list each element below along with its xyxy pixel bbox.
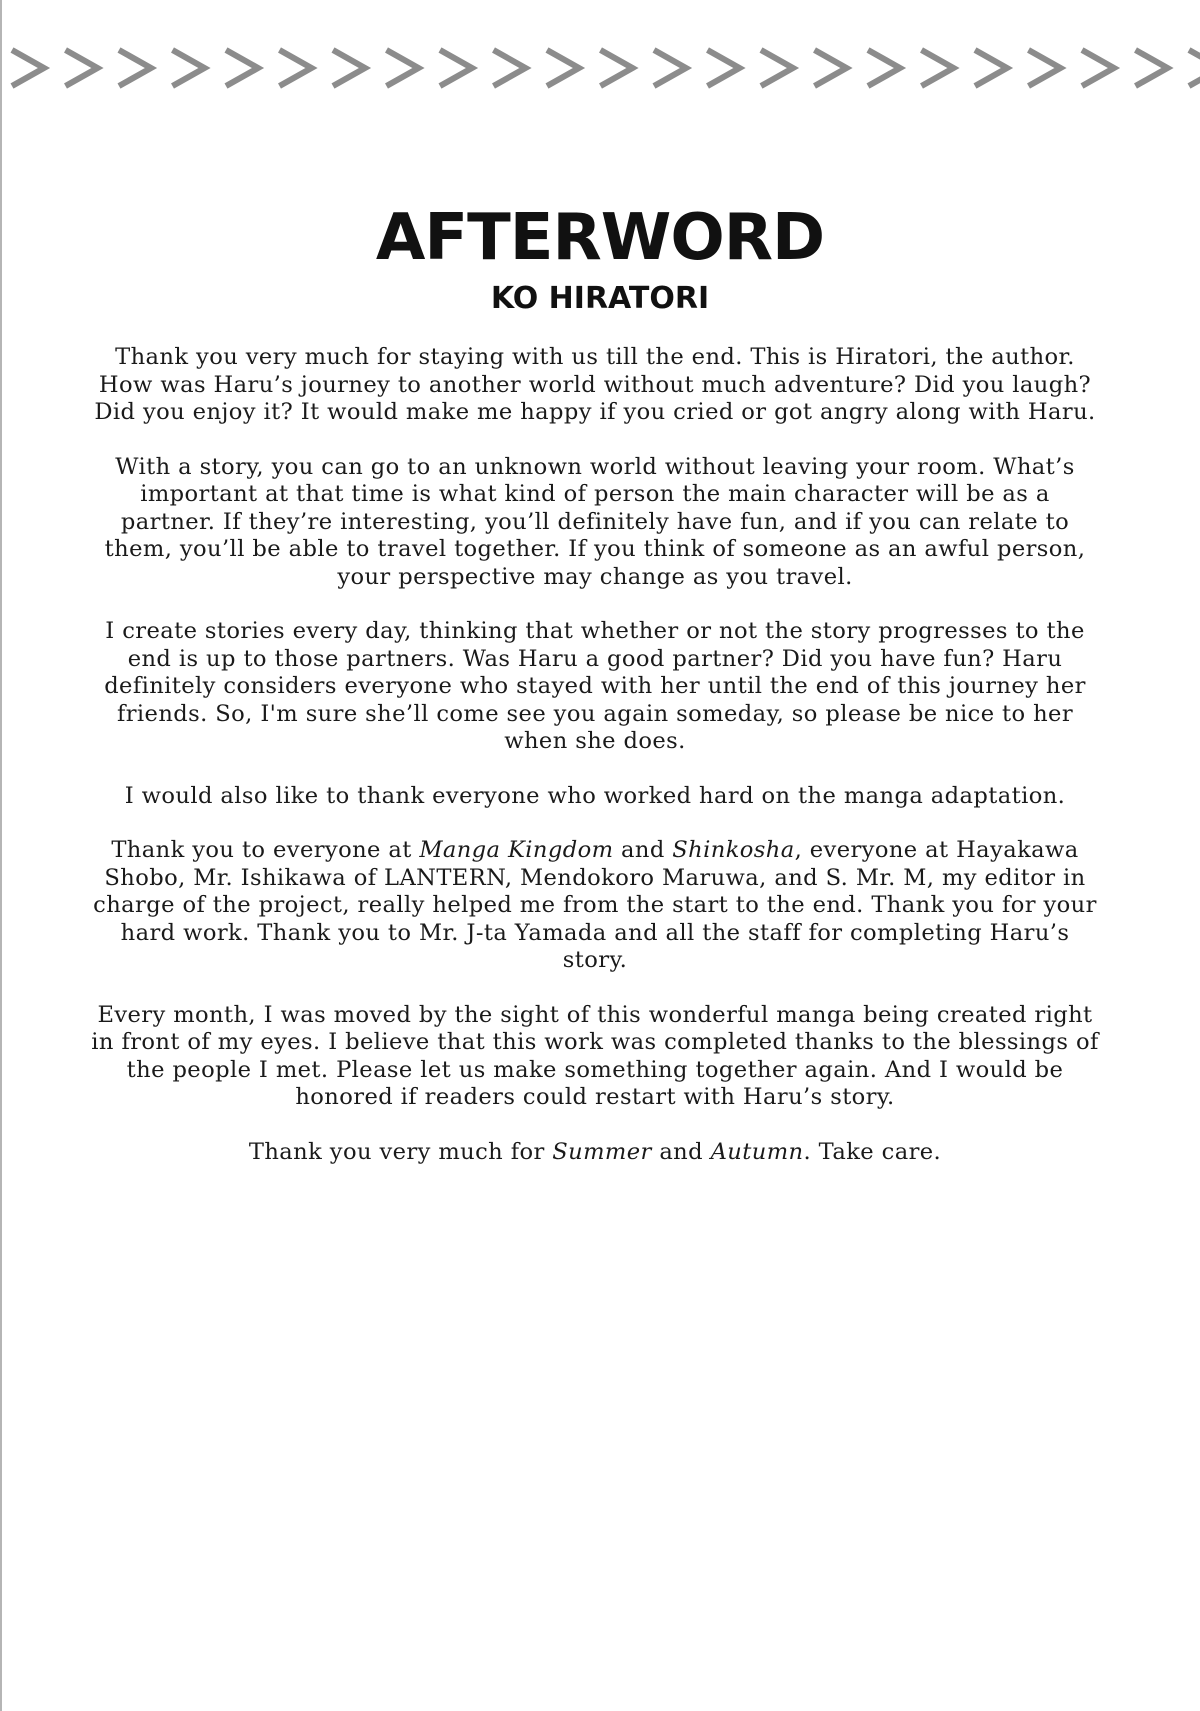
- chevron-right-icon: [601, 50, 633, 86]
- chevron-right-icon: [1082, 50, 1114, 86]
- chevron-right-icon: [761, 50, 793, 86]
- title-autumn: Autumn: [710, 1138, 804, 1165]
- title-shinkosha: Shinkosha: [672, 837, 795, 863]
- afterword-body: [90, 344, 1100, 1193]
- chevron-right-icon: [333, 50, 365, 86]
- paragraph-5-text-c: and: [613, 837, 673, 863]
- paragraph-2: With a story, you can go to an unknown world without leaving your room. What’s important at that time is what kind of person the main character will be as a partner. If they’re interesting, you’ll definitely have fun, and if you can relate to them, you’ll be able to travel together. If you think of someone as an awful person, your perspective may change as you travel.: [104, 453, 1086, 590]
- paragraph-7-text-c: and: [651, 1138, 711, 1165]
- paragraph-7-text-a: Thank you very much for: [248, 1138, 553, 1165]
- paragraph-5-text-e: , everyone at Hayakawa Shobo, Mr. Ishikawa of LANTERN, Mendokoro Maruwa, and S. Mr. M, my editor in charge of the project, really helped me from the start to the end. Thank you for your hard work. Thank you to Mr. J-ta Yamada and all the staff for completing Haru’s story.: [93, 837, 1097, 973]
- chevron-right-icon: [494, 50, 526, 86]
- chevron-right-icon: [1189, 50, 1200, 86]
- title-manga-kingdom: Manga Kingdom: [419, 837, 614, 863]
- chevron-right-icon: [975, 50, 1007, 86]
- paragraph-1: Thank you very much for staying with us till the end. This is Hiratori, the author. How was Haru’s journey to another world without much adventure? Did you laugh? Did you enjoy it? It would make me happy if you cried or got angry along with Haru.: [94, 344, 1096, 425]
- chevron-right-icon: [654, 50, 686, 86]
- paragraph-7: [90, 1139, 1100, 1167]
- chevron-right-icon: [547, 50, 579, 86]
- paragraph-6: Every month, I was moved by the sight of this wonderful manga being created right in front of my eyes. I believe that this work was completed thanks to the blessings of the people I met. Please let us make something together again. And I would be honored if readers could restart with Haru’s story.: [91, 1001, 1099, 1110]
- paragraph-4: I would also like to thank everyone who worked hard on the manga adaptation.: [124, 782, 1066, 809]
- paragraph-3: I create stories every day, thinking that whether or not the story progresses to the end is up to those partners. Was Haru a good partner? Did you have fun? Haru definitely considers everyone who stayed with her until the end of this journey her friends. So, I'm sure she’ll come see you again someday, so please be nice to her when she does.: [104, 618, 1086, 754]
- chevron-right-icon: [708, 50, 740, 86]
- chevron-border: [0, 20, 1200, 120]
- chevron-right-icon: [1136, 50, 1168, 86]
- chevron-right-icon: [440, 50, 472, 86]
- page-header: [0, 201, 1200, 316]
- paragraph-7-text-e: . Take care.: [803, 1138, 942, 1165]
- chevron-right-icon: [387, 50, 419, 86]
- page-title: AFTERWORD: [375, 201, 825, 275]
- chevron-right-icon: [173, 50, 205, 86]
- chevron-right-icon: [922, 50, 954, 86]
- chevron-right-icon: [1029, 50, 1061, 86]
- chevron-right-icon: [226, 50, 258, 86]
- chevron-right-icon: [119, 50, 151, 86]
- chevron-right-icon: [66, 50, 98, 86]
- chevron-right-icon: [815, 50, 847, 86]
- chevron-right-icon: [12, 50, 44, 86]
- author-name: KO HIRATORI: [490, 281, 710, 316]
- paragraph-5: [90, 837, 1100, 975]
- title-summer: Summer: [552, 1138, 652, 1165]
- chevron-right-icon: [280, 50, 312, 86]
- paragraph-5-text-a: Thank you to everyone at: [111, 837, 420, 863]
- chevron-right-icon: [868, 50, 900, 86]
